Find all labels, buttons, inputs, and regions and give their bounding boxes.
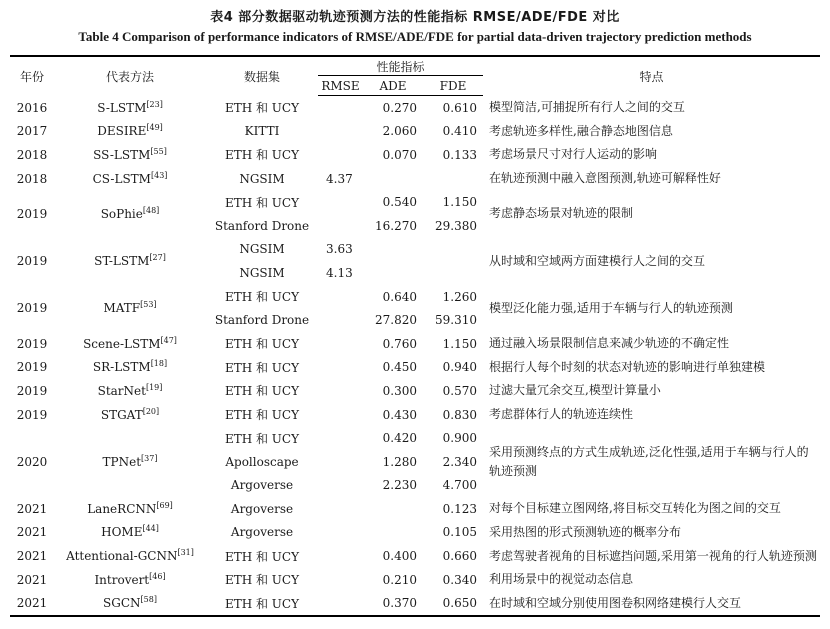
cell-ade: 0.300 [382, 383, 417, 398]
cell-fde: 0.650 [423, 591, 483, 616]
cell-year: 2019 [16, 206, 48, 221]
method-name: ST-LSTM [94, 254, 150, 269]
cell-fde: 0.610 [442, 100, 478, 115]
cell-feature: 从时域和空域两方面建模行人之间的交互 [489, 253, 706, 268]
table-row [10, 120, 820, 144]
cell-fde: 0.570 [442, 383, 478, 398]
cell-rmse [318, 591, 363, 616]
cell-dataset: Argoverse [230, 525, 294, 540]
cell-dataset: Stanford Drone [214, 218, 310, 233]
method-name: Introvert [94, 572, 150, 587]
cell-feature: 模型泛化能力强,适用于车辆与行人的轨迹预测 [489, 300, 733, 315]
cell-feature: 在轨迹预测中融入意图预测,轨迹可解释性好 [489, 171, 721, 186]
cell-fde: 4.700 [442, 478, 478, 493]
cell-dataset: Argoverse [230, 478, 294, 493]
cell-feature: 利用场景中的视觉动态信息 [489, 572, 634, 587]
method-name: SGCN [103, 596, 141, 611]
cell-feature: 采用预测终点的方式生成轨迹,泛化性强,适用于车辆与行人的轨迹预测 [489, 444, 809, 478]
table-row [10, 568, 820, 592]
cell-dataset: ETH 和 UCY [224, 360, 300, 375]
cell-ade: 0.370 [363, 591, 423, 616]
header-performance: 性能指标 [318, 56, 483, 76]
cell-feature: 模型简洁,可捕捉所有行人之间的交互 [489, 100, 685, 115]
cell-method [54, 143, 206, 167]
method-reference: [49] [146, 123, 163, 133]
method-reference: [27] [149, 253, 166, 263]
cell-ade: 0.430 [382, 407, 417, 422]
header-rmse: RMSE [318, 76, 363, 96]
cell-ade: 0.420 [382, 431, 417, 446]
method-reference: [31] [177, 548, 194, 558]
cell-fde: 1.260 [442, 289, 478, 304]
cell-ade: 0.210 [382, 572, 417, 587]
method-name: Attentional-GCNN [66, 549, 178, 564]
cell-ade: 0.640 [382, 289, 417, 304]
cell-dataset: NGSIM [239, 171, 285, 186]
method-reference: [23] [146, 99, 163, 109]
method-reference: [55] [150, 146, 167, 156]
method-reference: [48] [142, 205, 160, 215]
cell-year: 2019 [16, 301, 48, 316]
method-reference: [44] [142, 524, 159, 534]
table-row [10, 238, 820, 262]
method-name: DESIRE [97, 124, 147, 139]
cell-fde: 0.900 [442, 431, 478, 446]
header-year: 年份 [10, 56, 54, 96]
method-name: HOME [101, 525, 143, 540]
cell-fde: 0.105 [442, 525, 478, 540]
cell-rmse [318, 521, 363, 545]
cell-feature: 过滤大量冗余交互,模型计算量小 [489, 383, 661, 398]
cell-year: 2019 [16, 360, 48, 375]
table-row [10, 403, 820, 427]
cell-ade [363, 497, 423, 521]
method-name: SR-LSTM [92, 360, 151, 375]
cell-fde [423, 238, 483, 262]
cell-rmse [318, 403, 363, 427]
cell-feature: 考虑静态场景对轨迹的限制 [489, 206, 634, 221]
cell-dataset: Stanford Drone [214, 313, 310, 328]
cell-rmse [318, 356, 363, 380]
header-ade: ADE [363, 76, 423, 96]
cell-dataset: Argoverse [230, 501, 294, 516]
cell-method [54, 379, 206, 403]
cell-method [54, 332, 206, 356]
table-row [10, 143, 820, 167]
header-feature: 特点 [483, 56, 820, 96]
method-name: S-LSTM [97, 100, 147, 115]
method-name: Scene-LSTM [83, 336, 161, 351]
cell-year: 2016 [16, 100, 48, 115]
cell-fde: 0.830 [442, 407, 478, 422]
cell-rmse [318, 450, 363, 474]
table-row [10, 521, 820, 545]
cell-fde [423, 261, 483, 285]
cell-method [54, 96, 206, 120]
cell-year: 2021 [10, 591, 54, 616]
cell-dataset: Apolloscape [225, 454, 299, 469]
cell-method [54, 497, 206, 521]
cell-rmse [318, 332, 363, 356]
cell-year: 2019 [16, 336, 48, 351]
cell-feature: 采用热图的形式预测轨迹的概率分布 [489, 524, 682, 539]
cell-fde: 0.133 [442, 147, 478, 162]
cell-method [54, 120, 206, 144]
header-fde: FDE [423, 76, 483, 96]
cell-dataset: ETH 和 UCY [206, 591, 318, 616]
cell-method [54, 285, 206, 332]
method-name: LaneRCNN [87, 501, 157, 516]
cell-rmse [318, 96, 363, 120]
cell-rmse [318, 285, 363, 309]
method-reference: [19] [145, 382, 163, 392]
table-row [10, 96, 820, 120]
cell-ade: 0.760 [382, 336, 417, 351]
cell-fde: 0.940 [442, 360, 478, 375]
cell-rmse [318, 544, 363, 568]
cell-year: 2017 [16, 124, 48, 139]
cell-year: 2018 [16, 171, 48, 186]
cell-year: 2021 [16, 501, 48, 516]
cell-method [54, 521, 206, 545]
cell-year: 2021 [16, 549, 48, 564]
cell-method [54, 568, 206, 592]
cell-method [54, 356, 206, 380]
cell-fde: 1.150 [442, 336, 478, 351]
header-dataset: 数据集 [206, 56, 318, 96]
cell-rmse [318, 143, 363, 167]
header-method: 代表方法 [54, 56, 206, 96]
method-name: STGAT [100, 407, 143, 422]
method-name: CS-LSTM [92, 171, 151, 186]
cell-rmse: 4.13 [326, 265, 353, 280]
method-reference: [46] [149, 571, 166, 581]
cell-ade [363, 167, 423, 191]
cell-ade: 0.400 [382, 549, 417, 564]
cell-fde [423, 167, 483, 191]
table-row [10, 167, 820, 191]
cell-ade: 1.280 [382, 454, 417, 469]
cell-method [54, 238, 206, 285]
cell-dataset: KITTI [244, 124, 280, 139]
cell-ade: 0.070 [382, 147, 417, 162]
cell-rmse [318, 120, 363, 144]
method-reference: [20] [142, 406, 160, 416]
method-reference: [47] [160, 335, 177, 345]
method-reference: [53] [140, 300, 157, 310]
cell-method [54, 426, 206, 497]
cell-ade: 0.270 [382, 100, 417, 115]
cell-feature: 考虑场景尺寸对行人运动的影响 [489, 147, 658, 162]
cell-dataset: ETH 和 UCY [224, 573, 300, 588]
table-row [10, 497, 820, 521]
cell-rmse [318, 190, 363, 214]
performance-table [10, 55, 820, 617]
cell-feature: 考虑群体行人的轨迹连续性 [489, 407, 634, 422]
cell-dataset: NGSIM [239, 265, 285, 280]
cell-ade: 2.060 [382, 124, 417, 139]
cell-fde: 29.380 [435, 218, 478, 233]
cell-fde: 0.410 [442, 124, 478, 139]
cell-year: 2021 [16, 572, 48, 587]
cell-dataset: ETH 和 UCY [224, 337, 300, 352]
cell-dataset: NGSIM [239, 242, 285, 257]
cell-ade [363, 261, 423, 285]
cell-fde: 1.150 [442, 195, 478, 210]
cell-feature: 根据行人每个时刻的状态对轨迹的影响进行单独建模 [489, 359, 766, 374]
method-reference: [58] [140, 595, 157, 605]
cell-dataset: ETH 和 UCY [224, 384, 300, 399]
cell-rmse: 3.63 [326, 242, 353, 257]
cell-fde: 59.310 [435, 313, 478, 328]
cell-dataset: ETH 和 UCY [224, 195, 300, 210]
table-row [10, 544, 820, 568]
table-row [10, 379, 820, 403]
cell-year: 2019 [16, 407, 48, 422]
table-row [10, 356, 820, 380]
cell-method [54, 544, 206, 568]
cell-year: 2018 [16, 147, 48, 162]
cell-dataset: ETH 和 UCY [224, 290, 300, 305]
table-row [10, 190, 820, 214]
cell-feature: 考虑驾驶者视角的目标遮挡问题,采用第一视角的行人轨迹预测 [489, 548, 817, 563]
cell-dataset: ETH 和 UCY [224, 101, 300, 116]
cell-year: 2021 [16, 525, 48, 540]
cell-fde: 0.340 [442, 572, 478, 587]
cell-year: 2020 [16, 454, 48, 469]
cell-year: 2019 [16, 254, 48, 269]
cell-ade [363, 521, 423, 545]
cell-feature: 通过融入场景限制信息来减少轨迹的不确定性 [489, 336, 730, 351]
table-row [10, 332, 820, 356]
table-row [10, 591, 820, 616]
cell-ade: 2.230 [382, 478, 417, 493]
cell-method [54, 403, 206, 427]
cell-rmse [318, 379, 363, 403]
cell-rmse [318, 308, 363, 332]
cell-rmse [318, 497, 363, 521]
cell-rmse [318, 474, 363, 498]
table-body [10, 96, 820, 617]
cell-rmse [318, 214, 363, 238]
cell-dataset: ETH 和 UCY [224, 549, 300, 564]
method-name: MATF [103, 301, 141, 316]
cell-ade: 16.270 [375, 218, 417, 233]
cell-ade [363, 238, 423, 262]
cell-feature: 对每个目标建立图网络,将目标交互转化为图之间的交互 [489, 501, 781, 516]
table-caption-cn: 表4 部分数据驱动轨迹预测方法的性能指标 RMSE/ADE/FDE 对比 [210, 10, 620, 25]
table-caption-en: Table 4 Comparison of performance indicators of RMSE/ADE/FDE for partial data-driven trajectory prediction methods [78, 29, 752, 44]
method-reference: [43] [150, 170, 168, 180]
cell-dataset: ETH 和 UCY [224, 431, 300, 446]
cell-rmse: 4.37 [326, 171, 353, 186]
cell-rmse [318, 568, 363, 592]
table-row [10, 285, 820, 309]
cell-feature: 在时域和空域分别使用图卷积网络建模行人交互 [483, 591, 820, 616]
cell-feature: 考虑轨迹多样性,融合静态地图信息 [489, 123, 673, 138]
cell-rmse [318, 426, 363, 450]
cell-method [54, 591, 206, 616]
cell-ade: 0.540 [382, 195, 417, 210]
cell-fde: 0.123 [442, 501, 478, 516]
method-name: StarNet [97, 383, 146, 398]
cell-dataset: ETH 和 UCY [224, 148, 300, 163]
cell-ade: 27.820 [375, 313, 417, 328]
method-name: TPNet [102, 454, 142, 469]
cell-fde: 2.340 [442, 454, 478, 469]
method-reference: [18] [150, 359, 168, 369]
method-reference: [37] [141, 453, 158, 463]
cell-method [54, 167, 206, 191]
cell-fde: 0.660 [442, 549, 478, 564]
cell-ade: 0.450 [382, 360, 417, 375]
cell-method [54, 190, 206, 237]
method-reference: [69] [156, 500, 173, 510]
cell-year: 2019 [16, 383, 48, 398]
table-row [10, 426, 820, 450]
cell-dataset: ETH 和 UCY [224, 408, 300, 423]
method-name: SS-LSTM [93, 147, 151, 162]
method-name: SoPhie [100, 206, 143, 221]
